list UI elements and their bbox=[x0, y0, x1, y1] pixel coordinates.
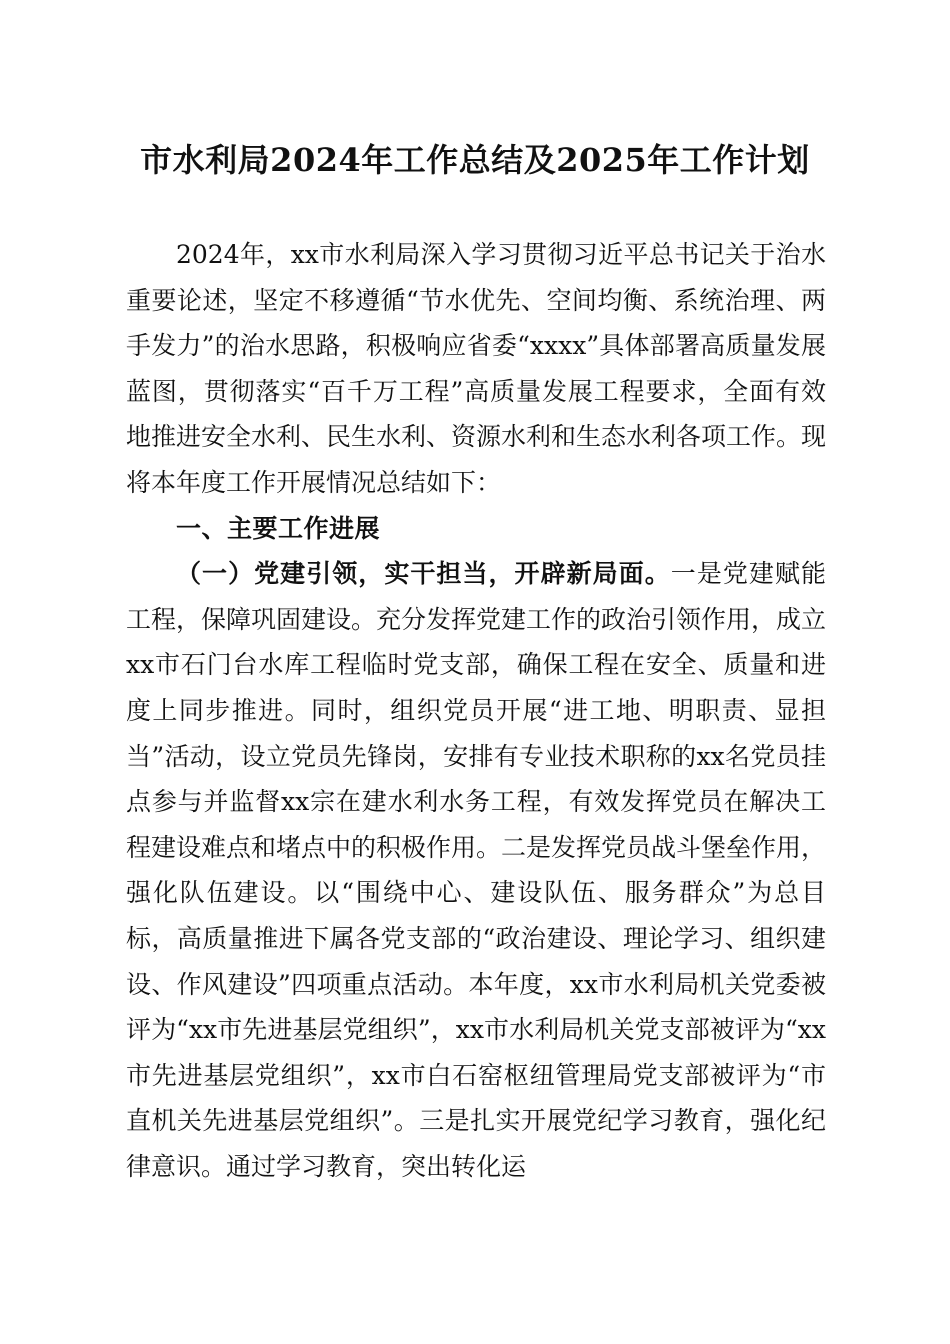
subsection-paragraph bbox=[126, 551, 826, 1189]
intro-paragraph: 2024年，xx市水利局深入学习贯彻习近平总书记关于治水重要论述，坚定不移遵循“节水优先、空间均衡、系统治理、两手发力”的治水思路，积极响应省委“xxxx”具体部署高质量发展蓝图，贯彻落实“百千万工程”高质量发展工程要求，全面有效地推进安全水利、民生水利、资源水利和生态水利各项工作。现将本年度工作开展情况总结如下： bbox=[126, 240, 827, 497]
subsection-heading: （一）党建引领，实干担当，开辟新局面。 bbox=[176, 559, 671, 589]
document-body bbox=[126, 232, 826, 1189]
subsection-text: 一是党建赋能工程，保障巩固建设。充分发挥党建工作的政治引领作用，成立xx市石门台水库工程临时党支部，确保工程在安全、质量和进度上同步推进。同时，组织党员开展“进工地、明职责、显担当”活动，设立党员先锋岗，安排有专业技术职称的xx名党员挂点参与并监督xx宗在建水利水务工程，有效发挥党员在解决工程建设难点和堵点中的积极作用。二是发挥党员战斗堡垒作用，强化队伍建设。以“围绕中心、建设队伍、服务群众”为总目标，高质量推进下属各党支部的“政治建设、理论学习、组织建设、作风建设”四项重点活动。本年度，xx市水利局机关党委被评为“xx市先进基层党组织”，xx市水利局机关党支部被评为“xx市先进基层党组织”，xx市白石窑枢纽管理局党支部被评为“市直机关先进基层党组织”。三是扎实开展党纪学习教育，强化纪律意识。通过学习教育，突出转化运 bbox=[126, 559, 827, 1181]
section-heading-main-progress: 一、主要工作进展 bbox=[176, 513, 381, 543]
document-title: 市水利局2024年工作总结及2025年工作计划 bbox=[140, 141, 810, 179]
